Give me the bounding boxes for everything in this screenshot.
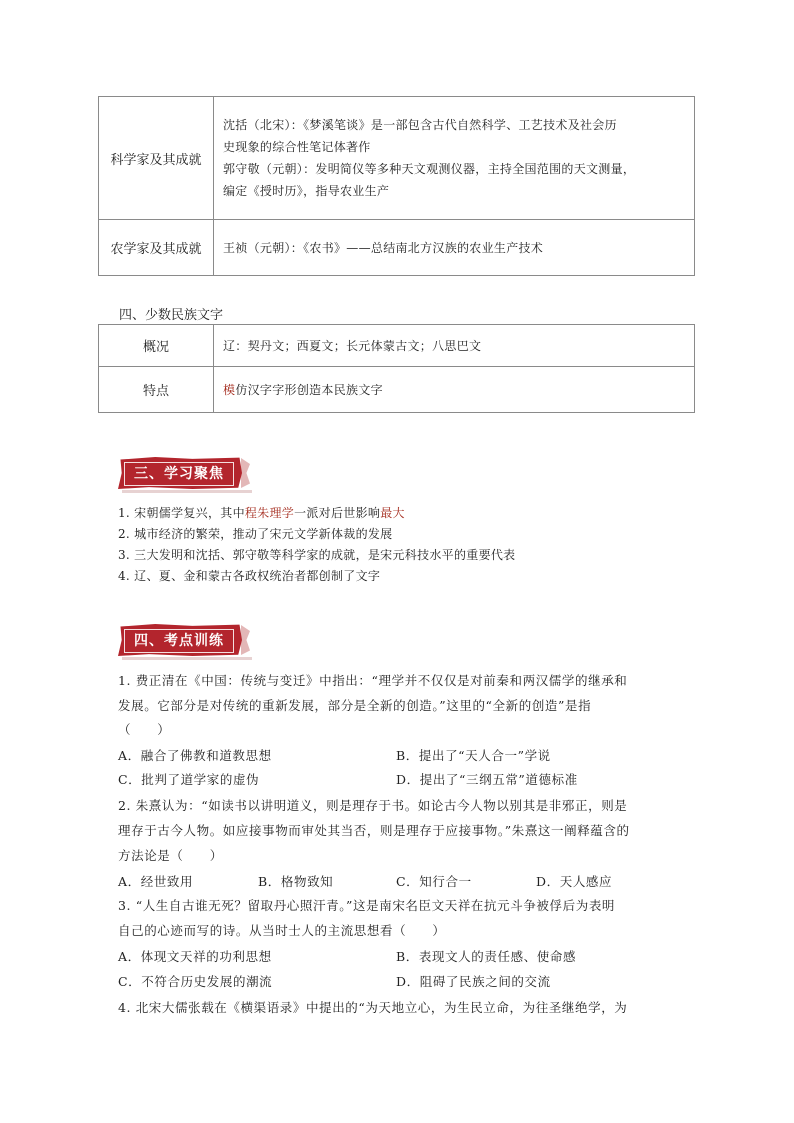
content-line: 沈括（北宋）：《梦溪笔谈》是一部包含古代自然科学、工艺技术及社会历 (223, 118, 617, 132)
answer-option[interactable]: D．天人感应 (536, 874, 613, 889)
answer-option[interactable]: C．批判了道学家的虚伪 (118, 772, 260, 787)
answer-option[interactable]: C．不符合历史发展的潮流 (118, 974, 273, 989)
row-content (214, 220, 695, 276)
section-title: 四、少数民族文字 (119, 308, 224, 323)
banner-shadow (122, 657, 252, 660)
question-line: 3. “人生自古谁无死？留取丹心照汗青。”这是南宋名臣文天祥在抗元斗争被俘后为表明 (118, 898, 616, 913)
row-label: 科学家及其成就 (99, 97, 214, 220)
banner-tail (241, 625, 250, 655)
row-label: 农学家及其成就 (99, 220, 214, 276)
table-row (99, 97, 695, 220)
banner-tail (241, 458, 250, 488)
table-row (99, 220, 695, 276)
answer-option[interactable]: D．阻碍了民族之间的交流 (396, 974, 551, 989)
answer-option[interactable]: D．提出了“三纲五常”道德标准 (396, 772, 578, 787)
highlight-text: 最大 (380, 506, 405, 520)
row-label: 概况 (99, 325, 214, 367)
answer-option[interactable]: B．提出了“天人合一”学说 (396, 748, 551, 763)
answer-option[interactable]: C．知行合一 (396, 874, 472, 889)
achievements-table (98, 96, 695, 276)
banner-title: 四、考点训练 (134, 633, 224, 649)
answer-option[interactable]: A．融合了佛教和道教思想 (118, 748, 272, 763)
question-line: 1. 费正清在《中国：传统与变迁》中指出：“理学并不仅仅是对前秦和两汉儒学的继承和 (118, 673, 628, 688)
table-row (99, 367, 695, 413)
question-line: （ ） (118, 722, 171, 737)
content-line: 史现象的综合性笔记体著作 (223, 140, 371, 154)
table-row (99, 325, 695, 367)
highlight-text: 程朱理学 (244, 506, 295, 520)
row-content (214, 367, 695, 413)
focus-point: 3. 三大发明和沈括、郭守敬等科学家的成就，是宋元科技水平的重要代表 (118, 548, 516, 562)
focus-banner (118, 454, 250, 494)
question-line: 理存于古今人物。如应接事物而审处其当否，则是理存于应接事物。”朱熹这一阐释蕴含的 (118, 823, 630, 838)
row-text: 仿汉字字形创造本民族文字 (235, 382, 383, 397)
banner-shadow (122, 490, 252, 493)
row-content (214, 97, 695, 220)
answer-option[interactable]: A．经世致用 (118, 874, 194, 889)
content-line: 编定《授时历》，指导农业生产 (223, 184, 390, 198)
focus-point (118, 505, 405, 521)
minority-scripts-table (98, 324, 695, 413)
point-text: 1. 宋朝儒学复兴，其中 (118, 506, 245, 520)
question-line: 自己的心迹而写的诗。从当时士人的主流思想看（ ） (118, 923, 446, 938)
question-line: 4. 北宋大儒张载在《横渠语录》中提出的“为天地立心，为生民立命，为往圣继绝学，为 (118, 1000, 628, 1015)
answer-option[interactable]: A．体现文天祥的功利思想 (118, 949, 272, 964)
banner-title: 三、学习聚焦 (134, 466, 224, 482)
focus-point: 2. 城市经济的繁荣，推动了宋元文学新体裁的发展 (118, 527, 393, 541)
answer-option[interactable]: B．格物致知 (258, 874, 334, 889)
answer-option[interactable]: B．表现文人的责任感、使命感 (396, 949, 577, 964)
question-line: 2. 朱熹认为：“如读书以讲明道义，则是理存于书。如论古今人物以别其是非邪正，则是 (118, 798, 628, 813)
content-line: 郭守敬（元朝）：发明简仪等多种天文观测仪器，主持全国范围的天文测量， (223, 162, 636, 176)
training-banner (118, 621, 250, 661)
point-text: 一派对后世影响 (294, 506, 381, 520)
content-line: 王祯（元朝）：《农书》——总结南北方汉族的农业生产技术 (223, 240, 544, 255)
focus-point: 4. 辽、夏、金和蒙古各政权统治者都创制了文字 (118, 569, 381, 583)
question-line: 发展。它部分是对传统的重新发展，部分是全新的创造。”这里的“全新的创造”是指 (118, 698, 592, 713)
highlight-text: 模 (223, 382, 236, 397)
row-label: 特点 (99, 367, 214, 413)
row-content: 辽：契丹文；西夏文；长元体蒙古文；八思巴文 (214, 325, 695, 367)
question-line: 方法论是（ ） (118, 848, 223, 863)
